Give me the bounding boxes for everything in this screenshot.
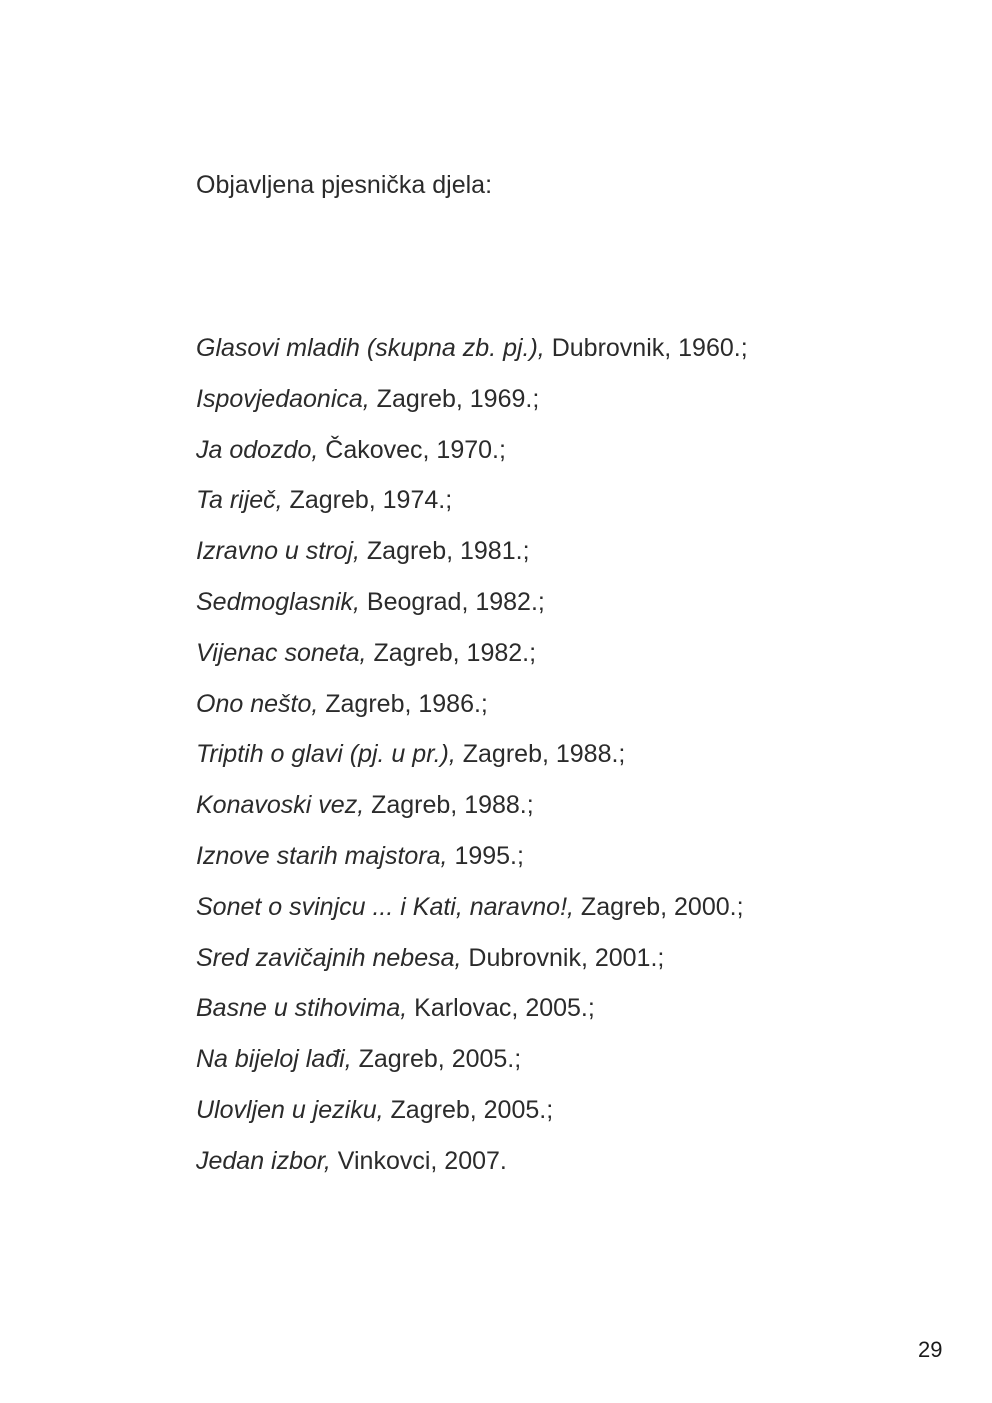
work-title: Na bijeloj lađi, (196, 1045, 352, 1074)
work-title: Ja odozdo, (196, 435, 319, 464)
work-item (196, 689, 748, 740)
work-details: Zagreb, 1969.; (369, 384, 540, 413)
work-item (196, 638, 748, 689)
work-details: Zagreb, 2000.; (573, 892, 744, 921)
work-item (196, 993, 748, 1044)
work-item (196, 790, 748, 841)
work-item (196, 892, 748, 943)
work-title: Izravno u stroj, (196, 537, 360, 566)
work-item (196, 1044, 748, 1095)
work-details: Karlovac, 2005.; (407, 994, 595, 1023)
work-title: Triptih o glavi (pj. u pr.), (196, 740, 456, 769)
work-title: Vijenac soneta, (196, 638, 367, 667)
work-item (196, 1146, 748, 1197)
page-number: 29 (918, 1337, 943, 1362)
works-list (196, 333, 748, 1197)
work-title: Glasovi mladih (skupna zb. pj.), (196, 334, 545, 362)
work-item (196, 841, 748, 892)
work-details: Zagreb, 2005.; (383, 1095, 554, 1124)
work-item (196, 384, 748, 435)
work-details: Zagreb, 1981.; (359, 537, 530, 566)
work-details: Beograd, 1982.; (359, 587, 545, 616)
work-details: Zagreb, 1982.; (366, 638, 537, 667)
work-details: Čakovec, 1970.; (318, 435, 506, 464)
work-item (196, 1095, 748, 1146)
work-title: Iznove starih majstora, (196, 841, 448, 870)
work-item (196, 536, 748, 587)
work-details: Zagreb, 1986.; (318, 689, 488, 718)
work-title: Sedmoglasnik, (196, 587, 360, 616)
work-title: Ulovljen u jeziku, (196, 1095, 384, 1124)
work-details: 1995.; (447, 841, 524, 870)
work-details: Zagreb, 1988.; (455, 740, 626, 769)
work-item (196, 943, 748, 994)
work-title: Ispovjedaonica, (196, 384, 370, 413)
work-details: Zagreb, 1974.; (282, 486, 453, 515)
work-title: Konavoski vez, (196, 791, 365, 820)
work-details: Zagreb, 2005.; (351, 1045, 522, 1074)
work-item (196, 333, 748, 384)
work-details: Zagreb, 1988.; (364, 791, 534, 820)
work-item (196, 485, 748, 536)
work-details: Dubrovnik, 1960.; (544, 334, 748, 362)
work-title: Sred zavičajnih nebesa, (196, 943, 462, 972)
work-item (196, 587, 748, 638)
work-title: Jedan izbor, (196, 1146, 331, 1175)
work-title: Ono nešto, (196, 689, 319, 718)
work-title: Basne u stihovima, (196, 994, 408, 1023)
work-item (196, 739, 748, 790)
work-title: Sonet o svinjcu ... i Kati, naravno!, (196, 892, 574, 921)
work-title: Ta riječ, (196, 486, 283, 515)
work-details: Dubrovnik, 2001.; (461, 943, 665, 972)
work-details: Vinkovci, 2007. (330, 1146, 507, 1175)
section-heading: Objavljena pjesnička djela: (196, 171, 493, 199)
work-item (196, 435, 748, 486)
